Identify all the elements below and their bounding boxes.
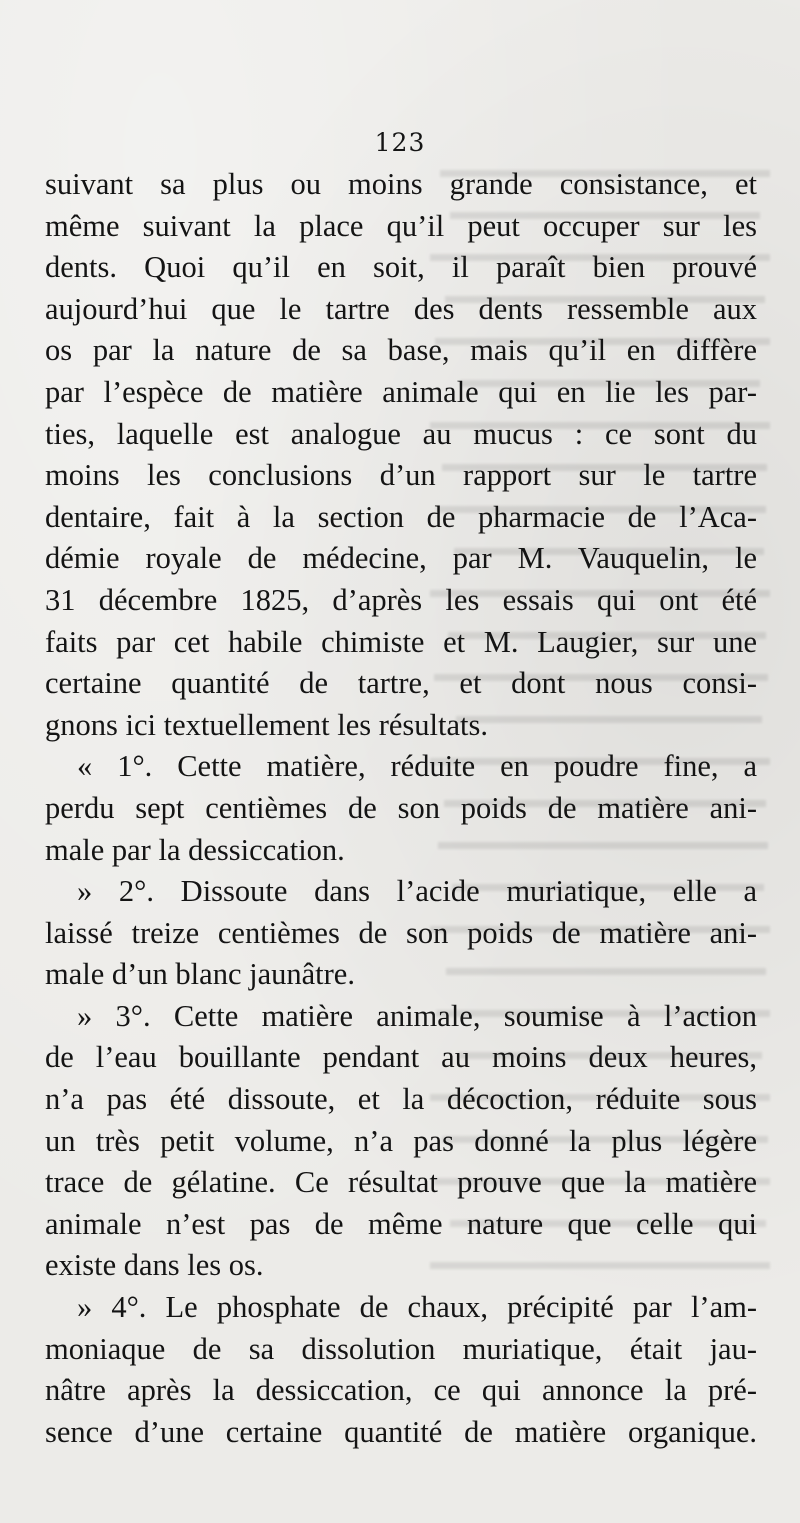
text-line: nâtre après la dessiccation, ce qui annonce la pré- bbox=[45, 1373, 757, 1408]
text-line: perdu sept centièmes de son poids de matière ani- bbox=[45, 790, 757, 825]
text-line: « 1°. Cette matière, réduite en poudre fine, a bbox=[77, 749, 757, 784]
text-line: par l’espèce de matière animale qui en lie les par- bbox=[45, 374, 757, 409]
text-line: ties, laquelle est analogue au mucus : ce sont du bbox=[45, 416, 757, 451]
text-line: faits par cet habile chimiste et M. Laugier, sur une bbox=[45, 624, 757, 659]
text-line: animale n’est pas de même nature que celle qui bbox=[45, 1206, 757, 1241]
text-line: un très petit volume, n’a pas donné la plus légère bbox=[45, 1123, 757, 1158]
text-line: » 4°. Le phosphate de chaux, précipité par l’am- bbox=[77, 1290, 757, 1325]
body-text bbox=[45, 164, 757, 1453]
text-line: sence d’une certaine quantité de matière organique. bbox=[45, 1414, 757, 1449]
text-line: de l’eau bouillante pendant au moins deux heures, bbox=[45, 1040, 757, 1075]
text-line: moins les conclusions d’un rapport sur le tartre bbox=[45, 458, 757, 493]
text-line: gnons ici textuellement les résultats. bbox=[45, 707, 488, 742]
text-line: dentaire, fait à la section de pharmacie de l’Aca- bbox=[45, 499, 757, 534]
text-line: même suivant la place qu’il peut occuper sur les bbox=[45, 208, 757, 243]
text-line: trace de gélatine. Ce résultat prouve que la matière bbox=[45, 1165, 757, 1200]
text-line: male par la dessiccation. bbox=[45, 832, 345, 867]
text-line: os par la nature de sa base, mais qu’il en diffère bbox=[45, 333, 757, 368]
text-line: certaine quantité de tartre, et dont nous consi- bbox=[45, 666, 757, 701]
text-line: 31 décembre 1825, d’après les essais qui ont été bbox=[45, 582, 757, 617]
text-line: moniaque de sa dissolution muriatique, était jau- bbox=[45, 1331, 757, 1366]
text-line: » 2°. Dissoute dans l’acide muriatique, elle a bbox=[77, 874, 757, 909]
page-number: 123 bbox=[374, 128, 426, 157]
text-line: » 3°. Cette matière animale, soumise à l’action bbox=[77, 998, 757, 1033]
text-line: laissé treize centièmes de son poids de matière ani- bbox=[45, 915, 757, 950]
text-line: aujourd’hui que le tartre des dents ressemble aux bbox=[45, 291, 757, 326]
text-line: existe dans les os. bbox=[45, 1248, 264, 1283]
text-line: démie royale de médecine, par M. Vauquelin, le bbox=[45, 541, 757, 576]
text-line: n’a pas été dissoute, et la décoction, réduite sous bbox=[45, 1082, 757, 1117]
text-line: dents. Quoi qu’il en soit, il paraît bien prouvé bbox=[45, 250, 757, 285]
text-line: male d’un blanc jaunâtre. bbox=[45, 957, 355, 992]
text-line: suivant sa plus ou moins grande consistance, et bbox=[45, 167, 757, 201]
